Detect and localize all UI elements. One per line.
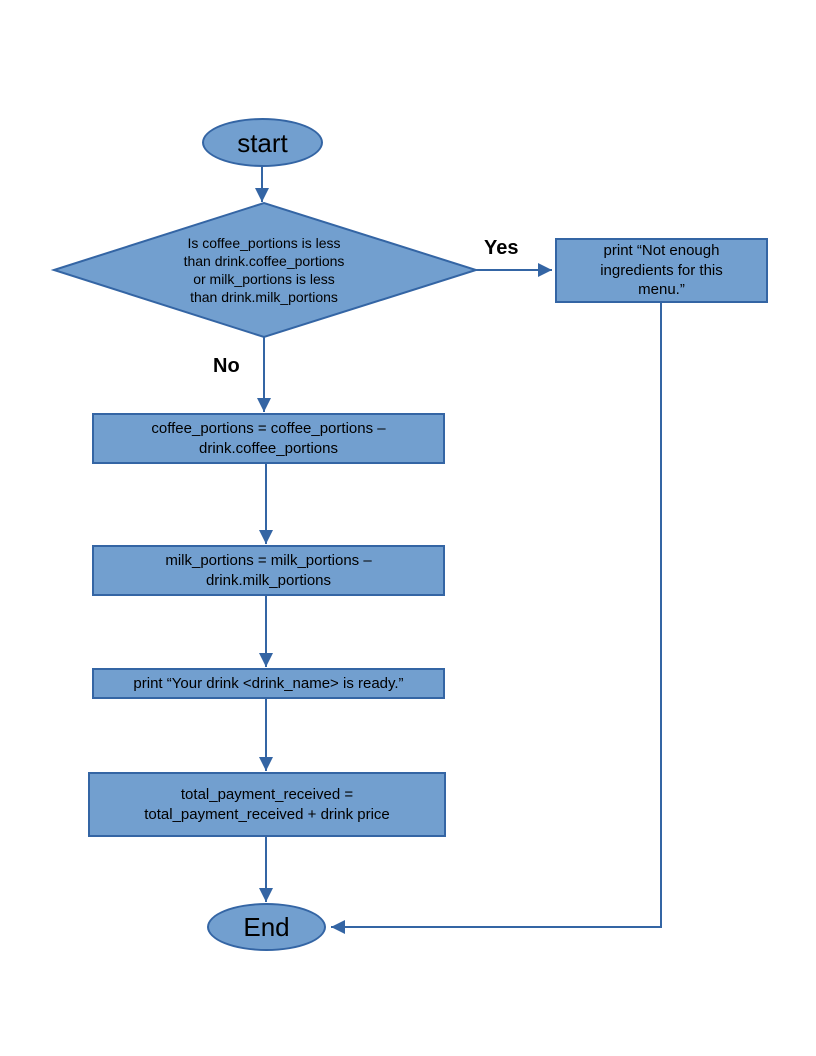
print-ready-line: print “Your drink <drink_name> is ready.” <box>133 674 404 692</box>
print-ready-node <box>92 668 445 699</box>
decision-node-text <box>94 226 434 314</box>
subtract-milk-node <box>92 545 445 596</box>
edge-label-yes: Yes <box>484 237 519 259</box>
subtract-milk-line: milk_portions = milk_portions – <box>165 552 372 569</box>
not-enough-line: menu.” <box>638 281 685 299</box>
add-payment-line: total_payment_received = <box>180 786 354 803</box>
end-node <box>207 903 326 951</box>
decision-line: than drink.coffee_portions <box>183 253 345 269</box>
start-node <box>202 118 323 167</box>
decision-line: or milk_portions is less <box>193 271 335 287</box>
decision-line: Is coffee_portions is less <box>187 235 341 251</box>
add-payment-node <box>88 772 446 837</box>
subtract-coffee-node <box>92 413 445 464</box>
subtract-coffee-line: coffee_portions = coffee_portions – <box>151 420 386 437</box>
subtract-milk-line: drink.milk_portions <box>205 571 332 589</box>
subtract-coffee-line: drink.coffee_portions <box>199 439 338 457</box>
not-enough-line: print “Not enough <box>603 242 720 260</box>
decision-line: than drink.milk_portions <box>190 289 338 305</box>
end-label: End <box>243 912 290 942</box>
not-enough-node <box>555 238 768 303</box>
start-label: start <box>237 127 288 158</box>
not-enough-line: ingredients for this <box>600 261 723 279</box>
edge-label-no: No <box>213 355 240 377</box>
add-payment-line: total_payment_received + drink price <box>144 805 390 823</box>
